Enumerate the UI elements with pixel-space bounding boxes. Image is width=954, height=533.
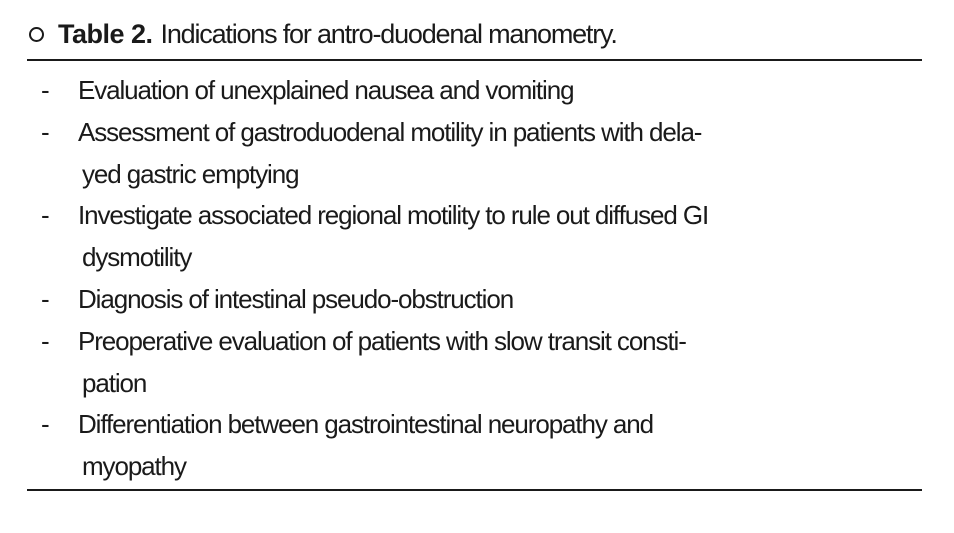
indications-list [0, 70, 954, 488]
item-text-continued: pation [82, 367, 147, 398]
item-text: Preoperative evaluation of patients with slow transit consti- [78, 325, 686, 356]
list-item [0, 70, 954, 112]
dash-bullet: - [41, 409, 49, 440]
top-rule [27, 59, 922, 61]
table-label: Table 2. [58, 18, 153, 49]
dash-bullet: - [41, 283, 49, 314]
item-text-continued: myopathy [82, 451, 186, 482]
table-caption [29, 14, 617, 54]
circle-bullet-icon [29, 27, 44, 42]
item-text-continued: dysmotility [82, 242, 192, 273]
list-item [0, 112, 954, 196]
dash-bullet: - [41, 75, 49, 105]
item-text: Evaluation of unexplained nausea and vomiting [78, 75, 574, 105]
dash-bullet: - [41, 200, 49, 231]
list-item [0, 195, 954, 279]
item-text: Differentiation between gastrointestinal neuropathy and [78, 409, 654, 440]
table-title: Indications for antro-duodenal manometry. [160, 18, 617, 49]
item-text: Diagnosis of intestinal pseudo-obstruction [78, 283, 514, 314]
bottom-rule [27, 489, 922, 491]
list-item [0, 279, 954, 321]
item-text: Assessment of gastroduodenal motility in patients with dela- [78, 116, 702, 147]
item-text-continued: yed gastric emptying [82, 158, 299, 189]
list-item [0, 321, 954, 405]
dash-bullet: - [41, 325, 49, 356]
dash-bullet: - [41, 116, 49, 147]
item-text: Investigate associated regional motility to rule out diffused GI [78, 200, 709, 231]
list-item [0, 404, 954, 488]
